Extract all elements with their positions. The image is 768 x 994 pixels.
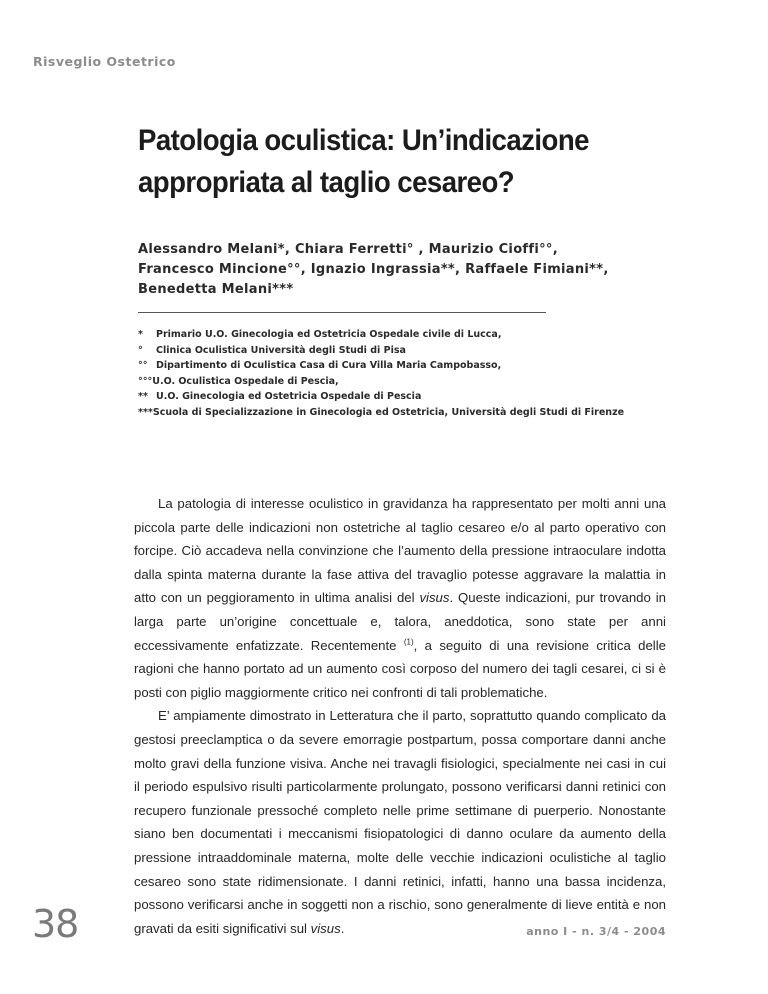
affiliation-symbol: °°° <box>138 375 153 387</box>
authors-line-2: Francesco Mincione°°, Ignazio Ingrassia**, Raffaele Fimiani**, <box>138 262 609 277</box>
paragraph-text: E’ ampiamente dimostrato in Letteratura che il parto, soprattutto quando complicato da gestosi preeclamptica o da severe emorragie postpartum, possa comportare danni anche molto gravi della funzione visiva. Anche nei travagli fisiologici, specialmente nei casi in cui il periodo espulsivo risulti particolarmente prolungato, possono verificarsi danni retinici con recupero funzionale pressoché completo nelle prime settimane di puerperio. Nonostante siano ben documentati i meccanismi fisiopatologici di danno oculare da aumento della pressione intraaddominale materna, molte delle vecchie indicazioni oculistiche al taglio cesareo sono state ridimensionate. I danni retinici, infatti, hanno una bassa incidenza, possono verificarsi anche in soggetti non a rischio, sono generalmente di lieve entità e non gravati da esiti significativi sul <box>134 708 666 936</box>
paragraph-text: . <box>340 920 345 936</box>
body-paragraph <box>134 704 666 940</box>
italic-term: visus <box>419 590 450 606</box>
reference-marker: (1) <box>403 637 414 647</box>
affiliation-text: U.O. Oculistica Ospedale di Pescia, <box>152 375 339 387</box>
affiliation-text: Primario U.O. Ginecologia ed Ostetricia Ospedale civile di Lucca, <box>156 329 502 340</box>
affiliation-text: U.O. Ginecologia ed Ostetricia Ospedale di Pescia <box>156 391 422 402</box>
authors-line-1: Alessandro Melani*, Chiara Ferretti° , Maurizio Cioffi°°, <box>138 242 558 257</box>
affiliation-text: Dipartimento di Oculistica Casa di Cura Villa Maria Campobasso, <box>156 360 502 371</box>
affiliation-symbol: *** <box>138 406 153 418</box>
authors-line-3: Benedetta Melani*** <box>138 282 294 297</box>
paragraph-text: La patologia di interesse oculistico in gravidanza ha rappresentato per molti anni una piccola parte delle indicazioni non ostetriche al taglio cesareo e/o al parto operativo con forcipe. Ciò accadeva nella convinzione che l’aumento della pressione intraoculare indotta dalla spinta materna durante la fase attiva del travaglio potesse aggravare la malattia in atto con un peggioramento in ultima analisi del <box>134 496 666 606</box>
affiliation-item <box>138 358 698 374</box>
page-number: 38 <box>32 902 79 946</box>
issue-footer: anno I - n. 3/4 - 2004 <box>526 925 666 938</box>
affiliation-text: Scuola di Specializzazione in Ginecologia ed Ostetricia, Università degli Studi di Firenze <box>152 406 625 418</box>
affiliation-symbol: * <box>138 329 143 340</box>
italic-term: visus <box>310 920 341 936</box>
article-title <box>138 120 653 204</box>
title-line-1: Patologia oculistica: Un’indicazione <box>138 124 589 157</box>
title-line-2: appropriata al taglio cesareo? <box>138 166 515 199</box>
affiliation-symbol: ** <box>138 391 148 402</box>
affiliation-item <box>138 389 698 405</box>
paragraph-text: , a seguito di una revisione critica delle ragioni che hanno portato ad un aumento così corposo del numero dei tagli cesarei, ci si è posti con piglio maggiormente critico nei confronti di tali problematiche. <box>134 637 666 700</box>
affiliation-symbol: °° <box>138 360 148 371</box>
body-paragraph <box>134 492 666 704</box>
affiliation-item <box>138 343 698 359</box>
affiliation-item <box>138 374 698 390</box>
affiliation-item <box>138 327 698 343</box>
authors-block <box>138 240 698 300</box>
affiliation-symbol: ° <box>138 344 143 356</box>
affiliation-text: Clinica Oculistica Università degli Studi di Pisa <box>156 344 406 356</box>
divider-rule <box>138 312 546 313</box>
affiliations-list <box>138 327 698 420</box>
paragraph-text: . Queste indicazioni, pur trovando in larga parte un’origine concettuale e, talora, aneddotica, sono state per anni eccessivamente enfatizzate. Recentemente <box>134 590 666 653</box>
article-body <box>134 492 666 940</box>
affiliation-item <box>138 405 698 421</box>
journal-header: Risveglio Ostetrico <box>33 54 176 69</box>
